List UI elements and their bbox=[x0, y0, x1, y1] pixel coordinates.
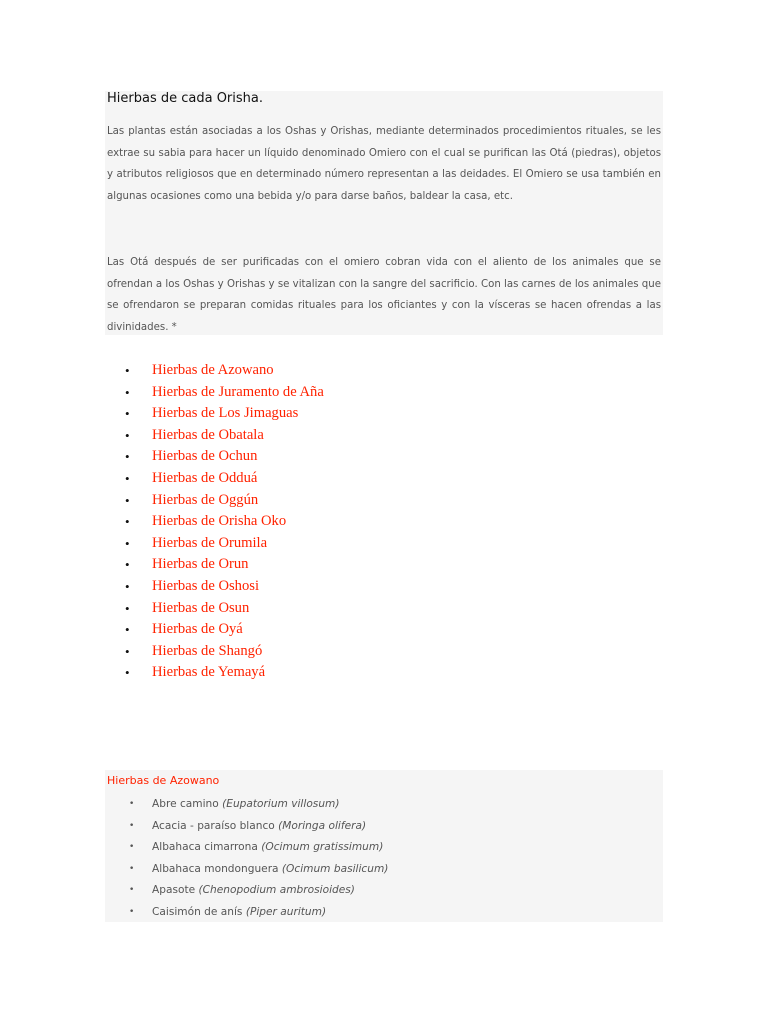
herb-text bbox=[152, 859, 388, 881]
bullet-icon: • bbox=[129, 906, 135, 917]
herb-name: Acacia - paraíso blanco bbox=[152, 819, 279, 832]
bullet-icon: • bbox=[125, 406, 130, 422]
bullet-icon: • bbox=[125, 557, 130, 573]
bullet-icon: • bbox=[125, 449, 130, 465]
bullet-icon: • bbox=[125, 600, 130, 616]
page-title: Hierbas de cada Orisha. bbox=[107, 91, 263, 106]
bullet-icon: • bbox=[125, 622, 130, 638]
bullet-icon: • bbox=[125, 492, 130, 508]
herb-name: Albahaca mondonguera bbox=[152, 862, 282, 875]
link-orun[interactable]: Hierbas de Orun bbox=[152, 556, 249, 573]
bullet-icon: • bbox=[129, 799, 135, 809]
link-los-jimaguas[interactable]: Hierbas de Los Jimaguas bbox=[152, 405, 299, 422]
herb-scientific-name: (Chenopodium ambrosioides) bbox=[198, 884, 355, 897]
bullet-icon: • bbox=[125, 535, 130, 551]
bullet-icon: • bbox=[129, 842, 135, 853]
bullet-icon: • bbox=[125, 384, 130, 400]
bullet-icon: • bbox=[125, 470, 130, 486]
herb-text bbox=[152, 880, 355, 902]
herb-text bbox=[152, 902, 326, 924]
bullet-icon: • bbox=[125, 578, 130, 594]
herb-scientific-name: (Ocimum gratissimum) bbox=[261, 841, 384, 854]
link-ochun[interactable]: Hierbas de Ochun bbox=[152, 448, 258, 465]
bullet-icon: • bbox=[125, 643, 130, 659]
link-orumila[interactable]: Hierbas de Orumila bbox=[152, 534, 268, 551]
link-obatala[interactable]: Hierbas de Obatala bbox=[152, 426, 264, 443]
link-yemaya[interactable]: Hierbas de Yemayá bbox=[152, 664, 266, 681]
intro-paragraph: Las Otá después de ser purificadas con el omiero cobran vida con el aliento de los animales que se ofrendan a los Oshas y Orishas y se vitalizan con la sangre del sacrificio. Con las carnes de los animales que se ofrendaron se preparan comidas rituales para los oficiantes y con la vísceras se hacen ofrendas a las divinidades. * bbox=[107, 257, 661, 334]
herb-scientific-name: (Moringa olifera) bbox=[278, 819, 367, 832]
link-oshosi[interactable]: Hierbas de Oshosi bbox=[152, 577, 260, 594]
herb-name: Caisimón de anís bbox=[152, 905, 246, 918]
link-oddua[interactable]: Hierbas de Odduá bbox=[152, 469, 258, 486]
link-azowano[interactable]: Hierbas de Azowano bbox=[152, 362, 274, 378]
bullet-icon: • bbox=[129, 820, 135, 831]
section-title-link[interactable]: Hierbas de Azowano bbox=[107, 774, 220, 787]
link-osun[interactable]: Hierbas de Osun bbox=[152, 599, 250, 616]
herb-text bbox=[152, 794, 339, 816]
link-orisha-oko[interactable]: Hierbas de Orisha Oko bbox=[152, 513, 287, 530]
herb-name: Abre camino bbox=[152, 798, 223, 810]
bullet-icon: • bbox=[125, 514, 130, 530]
bullet-icon: • bbox=[129, 863, 135, 874]
intro-paragraph: Las plantas están asociadas a los Oshas y Orishas, mediante determinados procedimientos rituales, se les extrae su sabia para hacer un líquido denominado Omiero con el cual se purifican las Otá (piedras), objetos y atributos religiosos que en determinado número representan a las deidades. El Omiero se usa también en algunas ocasiones como una bebida y/o para darse baños, baldear la casa, etc. bbox=[107, 126, 661, 203]
bullet-icon: • bbox=[125, 665, 130, 681]
herb-name: Apasote bbox=[152, 884, 199, 897]
herb-name: Albahaca cimarrona bbox=[152, 841, 262, 854]
herb-text bbox=[152, 816, 366, 838]
link-juramento-de-ana[interactable]: Hierbas de Juramento de Aña bbox=[152, 383, 324, 400]
bullet-icon: • bbox=[125, 363, 130, 378]
bullet-icon: • bbox=[125, 427, 130, 443]
link-oya[interactable]: Hierbas de Oyá bbox=[152, 621, 243, 638]
herb-text bbox=[152, 837, 383, 859]
bullet-icon: • bbox=[129, 885, 135, 896]
herb-scientific-name: (Eupatorium villosum) bbox=[222, 798, 340, 810]
link-oggun[interactable]: Hierbas de Oggún bbox=[152, 491, 259, 508]
link-shango[interactable]: Hierbas de Shangó bbox=[152, 642, 263, 659]
herb-scientific-name: (Ocimum basilicum) bbox=[281, 862, 389, 875]
herb-scientific-name: (Piper auritum) bbox=[245, 905, 327, 918]
